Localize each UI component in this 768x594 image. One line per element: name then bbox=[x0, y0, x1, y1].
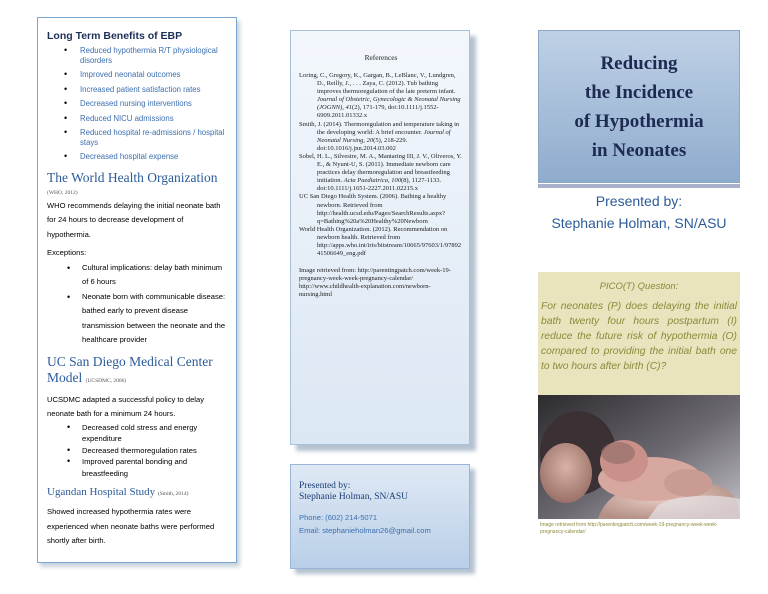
references-box bbox=[290, 30, 470, 445]
list-item: • Reduced NICU admissions bbox=[47, 114, 228, 124]
title-block bbox=[538, 30, 740, 183]
contact-presented-by: Presented by: bbox=[299, 481, 351, 491]
exceptions-list bbox=[47, 261, 228, 348]
ucsd-heading: UC San Diego Medical Center Model (UCSDMC, 2006) bbox=[47, 353, 213, 385]
list-item: • Increased patient satisfaction rates bbox=[47, 85, 228, 95]
references-title: References bbox=[364, 53, 398, 62]
newborn-photo bbox=[538, 395, 740, 519]
reference-item: Sobel, H. L., Silvestre, M. A., Mantaring III, J. V., Oliveros, Y. E., & Nyunt-U, S. (2011). Immediate newborn care practices delay thermoregulation and breastfeeding initiation. Acta Paediatrica, 100(8), 1127-1133. doi:10.1111/j.1651-2227.2011.02215.x bbox=[299, 152, 462, 193]
who-heading: The World Health Organization bbox=[47, 169, 218, 185]
pico-heading: PICO(T) Question: bbox=[599, 281, 679, 292]
uganda-heading: Ugandan Hospital Study (Smith, 2014) bbox=[47, 486, 189, 498]
reference-item: Smith, J. (2014). Thermoregulation and temperature taking in the developing world: A brief encounter. Journal of Neonatal Nursing, 20(5), 218-229. doi:10.1016/j.jnn.2014.03.002 bbox=[299, 120, 460, 152]
list-item: • Reduced hospital re-admissions / hospital stays bbox=[47, 128, 228, 147]
reference-item: UC San Diego Health System. (2006). Bathing a healthy newborn. Retrieved from http://health.ucsd.edu/Pages/SearchResults.aspx?q=Bathing%20a%20Healthy%20Newborn bbox=[299, 193, 447, 225]
title-line: the Incidence bbox=[584, 81, 694, 103]
list-item: • Decreased nursing interventions bbox=[47, 99, 228, 109]
left-panel bbox=[37, 17, 237, 563]
presenter-name: Stephanie Holman, SN/ASU bbox=[551, 215, 727, 231]
exceptions-label: Exceptions: bbox=[47, 248, 87, 257]
presented-by-label: Presented by: bbox=[595, 193, 683, 209]
title-line: of Hypothermia bbox=[574, 110, 704, 132]
reference-item: Loring, C., Gregory, K., Gargan, B., LeBlanc, V., Lundgren, D., Reilly, J., . . . Zaya, C. (2012). Tub bathing improves thermoregulation of the late preterm infant. Journal of Obstetric, Gynecologic & Neonatal Nursing (JOGNN), 41(2), 171-179, doi:10.1111/j.1552-6909.2011.01332.x bbox=[299, 72, 461, 120]
list-item: • Neonate born with communicable disease: bathed early to prevent disease transmission between the neonate and the healthcare provider bbox=[47, 290, 228, 348]
ebp-benefits-list bbox=[47, 46, 228, 162]
reference-item: World Health Organization. (2012). Recommendation on newborn health. Retrieved from http://apps.who.int/iris/bitstream/10665/97603/1/9789241506649_eng.pdf bbox=[299, 225, 462, 258]
list-item: • Decreased thermoregulation rates bbox=[47, 445, 228, 457]
contact-box bbox=[290, 464, 470, 569]
contact-phone: Phone: (602) 214-5071 bbox=[299, 513, 378, 522]
brochure-title bbox=[574, 49, 703, 165]
uganda-citation: (Smith, 2014) bbox=[157, 491, 189, 497]
contact-name: Stephanie Holman, SN/ASU bbox=[299, 492, 408, 502]
title-divider bbox=[538, 184, 740, 188]
pico-question: For neonates (P) does delaying the initial bath twenty four hours postpartum (I) reduce the future risk of hypothermia (O) compared to providing the initial bath one to two hours after birth (C)? bbox=[541, 301, 737, 372]
ucsd-citation: (UCSDMC, 2006) bbox=[85, 377, 127, 384]
who-citation: (WHO, 2012) bbox=[47, 189, 78, 196]
contact-email[interactable]: Email: stephanieholman26@gmail.com bbox=[299, 526, 431, 535]
uganda-text: Showed increased hypothermia rates were experienced when neonate baths were performed shortly after birth. bbox=[47, 507, 215, 545]
list-item: • Improved neonatal outcomes bbox=[47, 70, 228, 80]
ebp-heading: Long Term Benefits of EBP bbox=[47, 30, 183, 42]
ucsd-list bbox=[47, 422, 228, 480]
list-item: • Reduced hypothermia R/T physiological disorders bbox=[47, 46, 228, 65]
title-line: Reducing bbox=[600, 52, 678, 74]
image-sources: Image retrieved from: http://parentingpatch.com/week-19-pregnancy-week-week-pregnancy-calendar/ http://www.childhealth-explanation.com/newborn-nursing.html bbox=[299, 267, 451, 299]
presenter-block bbox=[538, 190, 740, 234]
ucsd-text: UCSDMC adapted a successful policy to delay neonate bath for a minimum 24 hours. bbox=[47, 394, 205, 418]
contact-details bbox=[299, 511, 461, 537]
image-credit: Image retrieved from http://parentingpatch.com/week-19-pregnancy-week-week-pregnancy-calendar/ bbox=[540, 522, 718, 535]
list-item: • Decreased cold stress and energy expenditure bbox=[47, 422, 228, 445]
list-item: • Cultural implications: delay bath minimum of 6 hours bbox=[47, 261, 228, 290]
title-line: in Neonates bbox=[591, 139, 687, 161]
list-item: • Decreased hospital expense bbox=[47, 152, 228, 162]
who-text: WHO recommends delaying the initial neonate bath for 24 hours to decrease development of hypothermia. bbox=[47, 200, 221, 239]
list-item: • Improved parental bonding and breastfeeding bbox=[47, 456, 228, 479]
